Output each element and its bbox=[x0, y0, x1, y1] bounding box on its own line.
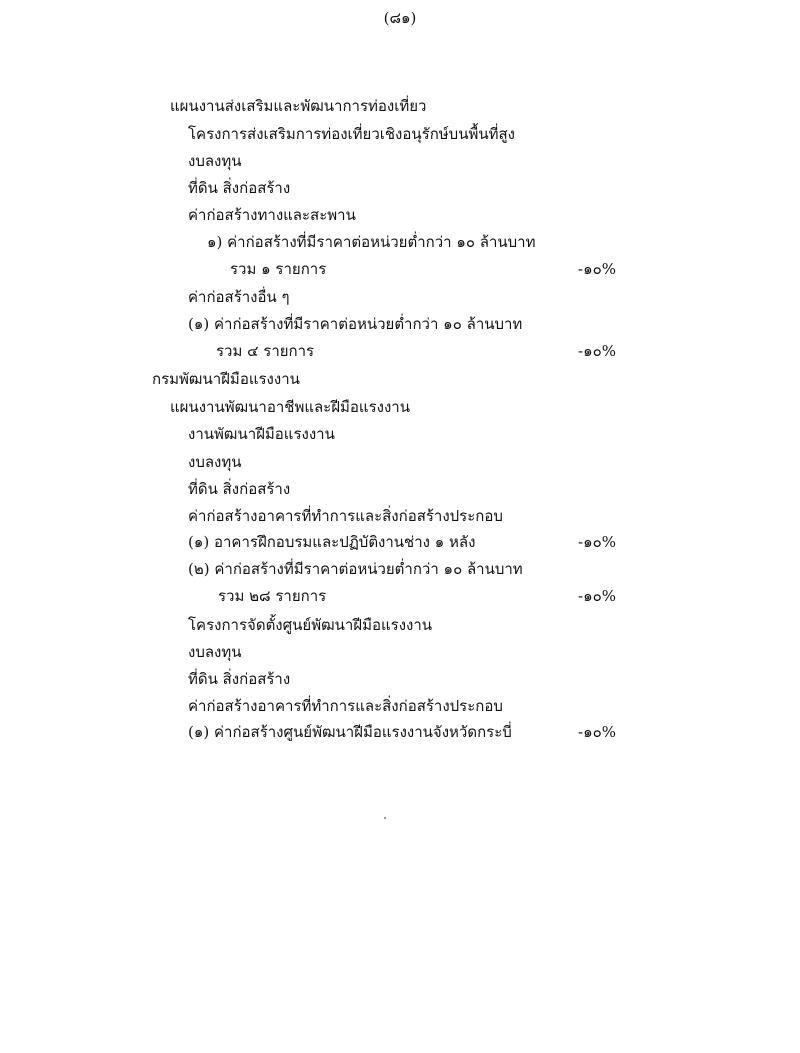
plan-heading-tourism: แผนงานส่งเสริมและพัฒนาการท่องเที่ยว bbox=[170, 97, 427, 115]
percent-change: -๑๐% bbox=[578, 260, 616, 278]
scan-speck bbox=[384, 817, 386, 819]
expense-type: ค่าก่อสร้างอื่น ๆ bbox=[188, 288, 290, 306]
budget-category: งบลงทุน bbox=[188, 453, 242, 471]
item-total: รวม ๔ รายการ bbox=[216, 342, 315, 360]
percent-change: -๑๐% bbox=[578, 587, 616, 605]
department-heading: กรมพัฒนาฝีมือแรงงาน bbox=[152, 370, 300, 388]
percent-change: -๑๐% bbox=[578, 723, 616, 741]
budget-category: งบลงทุน bbox=[188, 152, 242, 170]
item-total: รวม ๒๘ รายการ bbox=[218, 587, 327, 605]
budget-subcategory: ที่ดิน สิ่งก่อสร้าง bbox=[188, 670, 291, 688]
project-heading: โครงการส่งเสริมการท่องเที่ยวเชิงอนุรักษ์บนพื้นที่สูง bbox=[188, 125, 515, 143]
percent-change: -๑๐% bbox=[578, 533, 616, 551]
page-number: (๘๑) bbox=[383, 9, 417, 27]
expense-item: (๑) อาคารฝึกอบรมและปฏิบัติงานช่าง ๑ หลัง bbox=[188, 533, 476, 551]
work-heading: งานพัฒนาฝีมือแรงงาน bbox=[188, 425, 335, 443]
expense-type: ค่าก่อสร้างทางและสะพาน bbox=[188, 206, 356, 224]
expense-item: (๑) ค่าก่อสร้างศูนย์พัฒนาฝีมือแรงงานจังหวัดกระบี่ bbox=[188, 723, 512, 741]
budget-category: งบลงทุน bbox=[188, 643, 242, 661]
expense-item: (๑) ค่าก่อสร้างที่มีราคาต่อหน่วยต่ำกว่า ๑๐ ล้านบาท bbox=[188, 315, 523, 333]
plan-heading-labor: แผนงานพัฒนาอาชีพและฝีมือแรงงาน bbox=[170, 398, 410, 416]
percent-change: -๑๐% bbox=[578, 342, 616, 360]
project-heading: โครงการจัดตั้งศูนย์พัฒนาฝีมือแรงงาน bbox=[188, 616, 433, 634]
expense-type: ค่าก่อสร้างอาคารที่ทำการและสิ่งก่อสร้างประกอบ bbox=[188, 507, 503, 525]
item-total: รวม ๑ รายการ bbox=[230, 260, 327, 278]
expense-item: (๒) ค่าก่อสร้างที่มีราคาต่อหน่วยต่ำกว่า ๑๐ ล้านบาท bbox=[188, 560, 523, 578]
expense-type: ค่าก่อสร้างอาคารที่ทำการและสิ่งก่อสร้างประกอบ bbox=[188, 697, 503, 715]
budget-subcategory: ที่ดิน สิ่งก่อสร้าง bbox=[188, 480, 291, 498]
expense-item: ๑) ค่าก่อสร้างที่มีราคาต่อหน่วยต่ำกว่า ๑๐ ล้านบาท bbox=[207, 233, 536, 251]
budget-subcategory: ที่ดิน สิ่งก่อสร้าง bbox=[188, 179, 291, 197]
